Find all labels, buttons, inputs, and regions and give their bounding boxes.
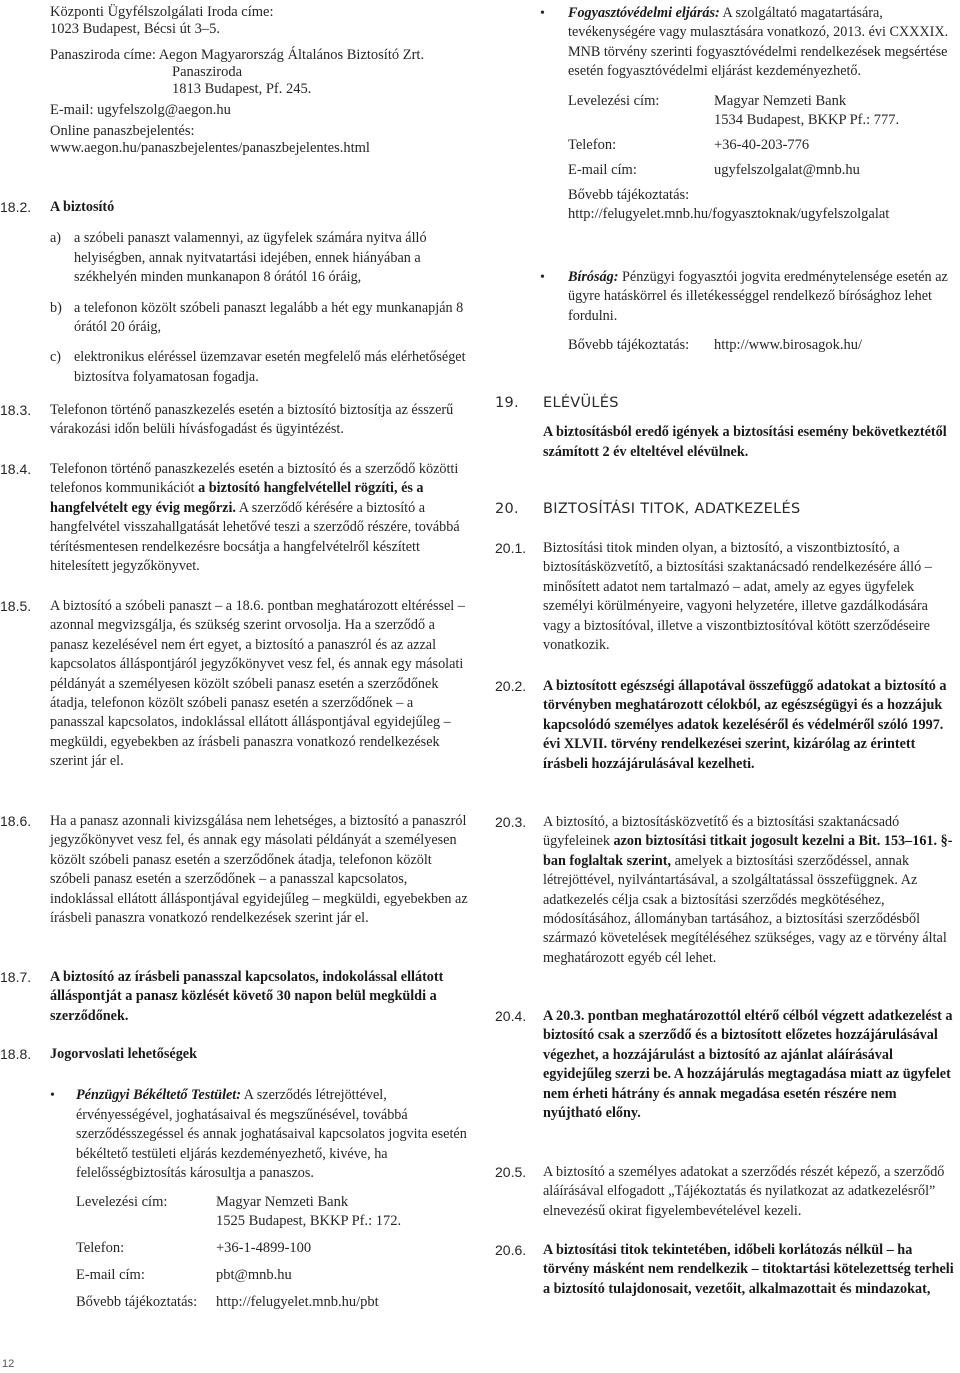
info-link[interactable]: http://felugyelet.mnb.hu/pbt — [216, 1294, 379, 1311]
section-heading: ELÉVÜLÉS — [543, 395, 619, 411]
bullet-icon: • — [540, 270, 545, 285]
section-text: A biztosítási titok tekintetében, időbeli korlátozás nélkül – ha törvény másként nem rendelkezik – titoktartási kötelezettség terheli a biztosító tulajdonosait, vezetőit, alkalmazottait és mindazokat, — [543, 1242, 954, 1297]
section-number: 18.4. — [0, 461, 32, 477]
section-number: 20.6. — [495, 1242, 527, 1258]
phone: +36-1-4899-100 — [216, 1240, 312, 1257]
page-number: 12 — [2, 1358, 15, 1370]
contact-line: 1813 Budapest, Pf. 245. — [172, 81, 312, 97]
section-text: A biztosító a személyes adatokat a szerződés részét képező, a szerződő aláírásával elfogadott „Tájékoztatás és nyilatkozat az adatkezelésről” elnevezésű okirat figyelembevételével kezeli. — [543, 1164, 945, 1219]
section-text: Telefonon történő panaszkezelés esetén a biztosító biztosítja az ésszerű várakozási időn belüli hívásfogadást és ügyintézést. — [50, 402, 454, 438]
list-item: a) a szóbeli panaszt valamennyi, az ügyfelek számára nyitva álló helyiségben, annak nyitvatartási idejében, ennek hiányában a székhelyén minden munkanapon 8 órától 16 óráig, — [50, 230, 427, 286]
section-20-6 — [495, 1241, 957, 1299]
email-link[interactable]: pbt@mnb.hu — [216, 1267, 292, 1284]
section-18-2 — [0, 198, 470, 387]
section-number: 18.8. — [0, 1046, 32, 1062]
section-19 — [495, 394, 957, 462]
section-20-2 — [495, 677, 957, 774]
bullet-icon: • — [540, 6, 545, 21]
section-18-7 — [0, 968, 470, 1026]
section-18-5 — [0, 597, 470, 772]
info-link[interactable]: http://felugyelet.mnb.hu/fogyasztoknak/ugyfelszolgalat — [568, 205, 890, 222]
section-number: 20.3. — [495, 814, 527, 830]
section-text: Ha a panasz azonnali kivizsgálása nem lehetséges, a biztosító a panaszról jegyzőkönyvet vesz fel, és annak egy másolati példányát a személyesen közölt szóbeli panasz esetén a szerződőnek átadja, telefonon közölt szóbeli panasz esetén a szerződőnek – a panasszal kapcsolatos, indoklással ellátott álláspontjával egyidejűleg – megküldi, egyebekben az írásbeli panaszra vonatkozó rendelkezések szerint jár el. — [50, 813, 468, 927]
section-number: 18.6. — [0, 813, 32, 829]
section-number: 19. — [495, 395, 519, 411]
section-text: A biztosító a szóbeli panaszt – a 18.6. pontban meghatározott eltéréssel – azonnal megvizsgálja, és szükség szerint orvosolja. Ha a szerződő a panasz kezelésével nem ért egyet, a biztosító a panaszról és az azzal kapcsolatos álláspontjáról jegyzőkönyvet vesz fel, és annak egy másolati példányát a személyesen közölt szóbeli panasz esetén a szerződőnek átadja, telefonon közölt szóbeli panasz esetén a szerződőnek – a panasszal kapcsolatos, indoklással ellátott álláspontjával egyidejűleg – megküldi, egyebekben az írásbeli panaszra vonatkozó rendelkezések szerint jár el. — [50, 598, 465, 770]
contact-url[interactable]: www.aegon.hu/panaszbejelentes/panaszbejelentes.html — [50, 140, 370, 156]
section-18-6 — [0, 812, 470, 928]
section-number: 20.1. — [495, 540, 527, 556]
phone: +36-40-203-776 — [714, 136, 810, 153]
contact-line: Panasziroda — [172, 64, 243, 80]
section-number: 18.2. — [0, 199, 32, 215]
court-item: • Bíróság: Pénzügyi fogyasztói jogvita eredménytelensége esetén az ügyre hatáskörrel és illetékességgel rendelkező bírósághoz lehet fordulni. Bővebb tájékoztatás: http://www.birosagok.hu/ — [540, 269, 948, 354]
address-line: Magyar Nemzeti Bank — [216, 1194, 349, 1211]
contact-line: Online panaszbejelentés: — [50, 123, 195, 139]
section-number: 20.5. — [495, 1164, 527, 1180]
section-number: 18.3. — [0, 402, 32, 418]
email-link[interactable]: ugyfelszolgalat@mnb.hu — [714, 161, 860, 178]
contact-line: Panasziroda címe: Aegon Magyarország Általános Biztosító Zrt. — [50, 47, 425, 63]
consumer-protection-item: • Fogyasztóvédelmi eljárás: A szolgáltató magatartására, tevékenységére vagy mulasztására vonatkozó, 2013. évi CXXXIX. MNB törvény szerinti fogyasztóvédelmi rendelkezések megsértése esetén fogyasztóvédelmi eljárást kezdeményezhető. Levelezési cím: Magyar Nemzeti Bank 1534 Budapest, BKKP Pf.: 777. Telefon: +36-40-203-776 E-mail cím: ugyfelszolgalat@mnb.hu Bővebb tájékoztatás: http://felugyelet.mnb.hu/fogyasztoknak/ugyfelszolgalat — [540, 5, 949, 222]
bullet-icon: • — [50, 1088, 55, 1104]
address-line: Magyar Nemzeti Bank — [714, 92, 847, 109]
section-20 — [495, 500, 957, 519]
section-20-4 — [495, 1007, 957, 1123]
section-18-8 — [0, 1045, 470, 1312]
section-title: Jogorvoslati lehetőségek — [50, 1046, 197, 1062]
section-20-3: 20.3. A biztosító, a biztosításközvetítő és a biztosítási szaktanácsadó ügyfeleinek azon biztosítási titkait jogosult kezelni a Bit. 153–161. §-ban foglaltak szerint, amelyek a biztosítási szerződéssel, annak létrejöttével, nyilvántartásával, a szolgáltatással összefüggnek. Az adatkezelés célja csak a biztosítási szerződés megkötéséhez, módosításához, állományban tartásához, a biztosítási szerződésből származó követelések megítéléséhez szükséges, vagy az e törvény által meghatározott egyéb cél lehet. — [495, 814, 953, 966]
contact-email[interactable]: E-mail: ugyfelszolg@aegon.hu — [50, 102, 231, 118]
section-number: 18.7. — [0, 969, 32, 985]
list-item: • Pénzügyi Békéltető Testület: A szerződés létrejöttével, érvényességével, joghatásaival és megszűnésével, továbbá szerződésszegéssel és annak joghatásaival kapcsolatos jogvita esetén békéltető testületi eljárás kezdeményezhető, kivéve, ha felelősségbiztosítás károsultja a panaszos. Levelezési cím: Magyar Nemzeti Bank 1525 Budapest, BKKP Pf.: 172. Telefon: +36-1-4899-100 E-mail cím: pbt@mnb.hu Bővebb tájékoztatás: http://felugyelet.mnb.hu/pbt — [50, 1087, 467, 1311]
section-text: A biztosító az írásbeli panasszal kapcsolatos, indokolással ellátott álláspontját a panasz közlését követő 30 napon belül megküldi a szerződőnek. — [50, 969, 444, 1024]
section-text: Biztosítási titok minden olyan, a biztosító, a viszontbiztosító, a biztosításközvetítő, a biztosítási szaktanácsadó rendelkezésére álló – minősített adatot nem tartalmazó – adat, amely az egyes ügyfelek személyi körülményeire, vagyoni helyzetére, illetve gazdálkodására vagy a biztosítóval, illetve a viszontbiztosítóval kötött szerződéseire vonatkozik. — [543, 540, 932, 654]
section-number: 18.5. — [0, 598, 32, 614]
contact-line: Központi Ügyfélszolgálati Iroda címe: — [50, 4, 274, 20]
section-number: 20.2. — [495, 678, 527, 694]
contact-block — [50, 4, 470, 157]
list-item: c) elektronikus eléréssel üzemzavar esetén megfelelő más elérhetőséget biztosítva folyamatosan fogadja. — [50, 349, 466, 385]
section-heading: BIZTOSÍTÁSI TITOK, ADATKEZELÉS — [543, 501, 801, 517]
section-text: A 20.3. pontban meghatározottól eltérő célból végzett adatkezelést a biztosító csak a szerződő és a biztosított előzetes hozzájárulásával végezhet, a hozzájárulást a biztosító az ajánlat aláírásával egyidejűleg szerzi be. A hozzájárulás megtagadása miatt az ügyfelet nem érheti hátrány és annak megadása esetén részére nem nyújtható előny. — [543, 1008, 953, 1122]
section-number: 20. — [495, 501, 519, 517]
section-18-4: 18.4. Telefonon történő panaszkezelés esetén a biztosító és a szerződő közötti telefonos kommunikációt a biztosító hangfelvétellel rögzíti, és a hangfelvételt egy évig megőrzi. A szerződő kérésére a biztosító a hangfelvétel visszahallgatását lehetővé teszi a szerződő részére, továbbá térítésmentesen rendelkezésre bocsátja a hangfelvételről készített hitelesített jegyzőkönyvet. — [0, 461, 460, 575]
section-text: A biztosításból eredő igények a biztosítási esemény bekövetkeztétől számított 2 év elteltével elévülnek. — [543, 424, 947, 460]
contact-line: 1023 Budapest, Bécsi út 3–5. — [50, 21, 220, 37]
section-20-5 — [495, 1163, 957, 1221]
section-text: A biztosított egészségi állapotával összefüggő adatokat a biztosító a törvényben meghatározott célokból, az egészségügyi és a hozzájuk kapcsolódó személyes adatok kezeléséről és védelméről szóló 1997. évi XLVII. törvény rendelkezései szerint, kizárólag az érintett írásbeli hozzájárulásával kezelheti. — [543, 678, 947, 772]
section-title: A biztosító — [50, 199, 115, 215]
list-item: b) a telefonon közölt szóbeli panaszt legalább a hét egy munkanapján 8 órától 20 óráig, — [50, 299, 464, 336]
section-number: 20.4. — [495, 1008, 527, 1024]
address-line: 1525 Budapest, BKKP Pf.: 172. — [216, 1213, 402, 1230]
section-18-3 — [0, 401, 470, 440]
info-link[interactable]: http://www.birosagok.hu/ — [714, 337, 863, 354]
address-line: 1534 Budapest, BKKP Pf.: 777. — [714, 111, 900, 128]
section-20-1 — [495, 539, 957, 655]
